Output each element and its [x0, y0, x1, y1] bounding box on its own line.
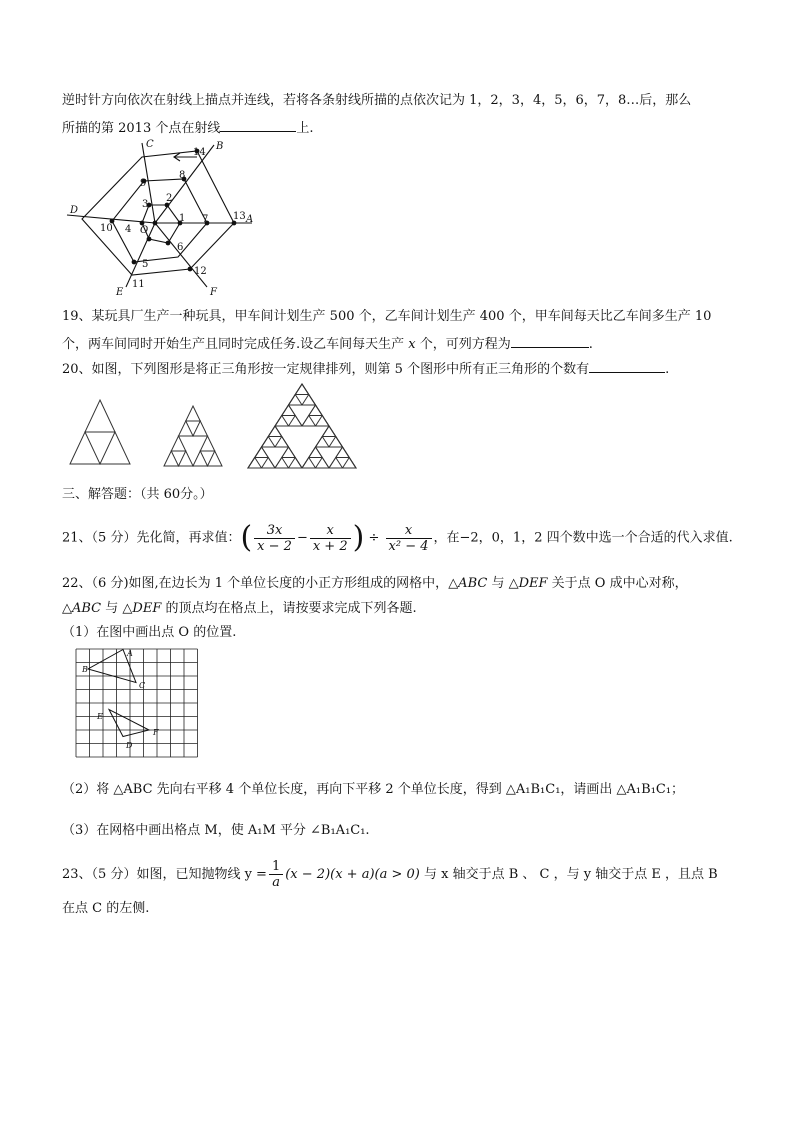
- q22-sub3: （3）在网格中画出格点 M，使 A₁M 平分 ∠B₁A₁C₁.: [62, 823, 370, 838]
- label-point-8: 8: [179, 170, 186, 181]
- q21-fraction-3: $\frac{x}{\text{x² − 4}}$: [386, 523, 432, 554]
- q21-divide: ÷: [368, 530, 380, 546]
- grid-label-e: E: [97, 712, 103, 721]
- label-ray-e: E: [116, 287, 124, 298]
- q19-text-line2: [62, 333, 593, 354]
- q23-line1-post: 与 x 轴交于点 B 、 C ，与 y 轴交于点 E ，且点 B: [419, 867, 718, 882]
- q21-minus: −: [296, 530, 308, 546]
- q22-sub1: （1）在图中画出点 O 的位置.: [62, 625, 237, 640]
- q20-text-pre: 20、如图，下列图形是将正三角形按一定规律排列，则第 5 个图形中所有正三角形的个数有: [62, 362, 590, 377]
- q21-fraction-1: $\frac{3x}{x - 2}$: [254, 523, 295, 554]
- grid-label-a: A: [127, 649, 133, 658]
- q22-sub2-post: ，请画出 △A₁B₁C₁；: [560, 782, 685, 797]
- q20-triangle-figure-2: [162, 404, 224, 468]
- q22-line2-post: 的顶点均在格点上，请按要求完成下列各题.: [161, 601, 417, 616]
- answer-blank-q20[interactable]: [589, 358, 665, 373]
- q20-triangle-figure-1: [68, 398, 132, 466]
- answer-blank-q18[interactable]: [220, 117, 296, 132]
- label-ray-d: D: [70, 205, 79, 216]
- grid-label-c: C: [139, 681, 146, 690]
- hexagon-outer: [82, 151, 234, 275]
- label-point-11: 11: [132, 279, 145, 290]
- label-point-12: 12: [194, 266, 207, 277]
- q22-line1-pre: 22、（6 分)如图,在边长为 1 个单位长度的小正方形组成的网格中，: [62, 576, 449, 591]
- label-point-2: 2: [166, 193, 173, 204]
- q18-line2-pre: 所描的第 2013 个点在射线: [62, 121, 221, 136]
- q20-triangle-figure-3: [246, 382, 358, 470]
- q22-sub2-mid: ₁B₁C₁: [525, 782, 561, 797]
- label-point-5: 5: [142, 259, 149, 270]
- grid-label-b: B: [82, 665, 88, 674]
- q19-line2-mid: 个，可列方程为: [419, 337, 511, 352]
- q23-expression: (x − 2)(x + a)(a > 0): [285, 867, 420, 882]
- label-point-7: 7: [202, 214, 209, 225]
- q23-text-line2: 在点 C 的左侧.: [62, 901, 150, 916]
- q20-text-post: .: [665, 362, 670, 377]
- q21-fraction-2: $\frac{x}{x + 2}$: [310, 523, 351, 554]
- q22-def-2: △DEF: [122, 601, 162, 616]
- q21-pre: 21、（5 分）先化简，再求值：: [62, 530, 241, 546]
- grid-label-f: F: [153, 728, 159, 737]
- q19-variable: x: [408, 337, 416, 352]
- label-origin-o: O: [140, 225, 149, 236]
- label-point-6: 6: [177, 242, 184, 253]
- section-3-title: 三、解答题：（共 60分。）: [62, 487, 213, 502]
- q23-fraction: $\frac{1}{a}$: [269, 859, 283, 890]
- grid-label-d: D: [126, 741, 133, 750]
- label-point-14: 14: [193, 147, 206, 158]
- q22-abc-2: △ABC: [62, 601, 102, 616]
- q22-sub2: [62, 781, 684, 799]
- label-point-3: 3: [142, 199, 149, 210]
- q22-line1-post: 关于点 O 成中心对称，: [547, 576, 688, 591]
- q18-text-line1: 逆时针方向依次在射线上描点并连线，若将各条射线所描的点依次记为 1，2，3，4，5，6，7，8…后，那么: [62, 93, 692, 108]
- q23-line1-pre: 23、（5 分）如图，已知抛物线 y =: [62, 867, 267, 882]
- q19-line2-post: .: [588, 337, 593, 352]
- q22-text-line1: [62, 575, 688, 593]
- q19-text-line1: 19、某玩具厂生产一种玩具，甲车间计划生产 500 个，乙车间计划生产 400 个，甲车间每天比乙车间多生产 10: [62, 309, 712, 324]
- label-ray-f: F: [210, 287, 217, 298]
- label-point-1: 1: [179, 213, 186, 224]
- label-point-10: 10: [100, 223, 113, 234]
- q21-text: 21、（5 分）先化简，再求值：( $\frac{3x}{x - 2}$ − $\frac{x}{x + 2}$ ) ÷ $\frac{x}{\text{x² − 4}}$ ，在−2，0，1，2 四个数中选一个合适的代入求值.: [62, 520, 733, 555]
- label-point-4: 4: [125, 224, 132, 235]
- label-ray-b: B: [216, 141, 224, 152]
- q22-line1-mid: 与: [487, 576, 509, 591]
- q22-text-line2: [62, 600, 417, 618]
- q23-text-line1: [62, 858, 718, 892]
- label-point-9: 9: [140, 178, 147, 189]
- answer-blank-q19[interactable]: [511, 333, 589, 348]
- q22-grid-figure: [75, 648, 201, 760]
- label-ray-c: C: [146, 139, 154, 150]
- q22-abc: △ABC: [448, 576, 488, 591]
- q22-line2-mid: 与: [101, 601, 123, 616]
- q20-text: [62, 358, 669, 379]
- q18-line2-post: 上.: [296, 121, 314, 136]
- q22-def: △DEF: [508, 576, 548, 591]
- q18-ray-figure: [62, 135, 272, 303]
- label-ray-a: A: [246, 214, 254, 225]
- q22-sub2-pre: （2）将 △ABC 先向右平移 4 个单位长度，再向下平移 2 个单位长度，得到 △A: [62, 782, 526, 797]
- label-point-13: 13: [233, 211, 246, 222]
- q21-post: ，在−2，0，1，2 四个数中选一个合适的代入求值.: [433, 530, 733, 546]
- triangle-def: [109, 710, 149, 737]
- q19-line2-pre: 个，两车间同时开始生产且同时完成任务.设乙车间每天生产: [62, 337, 405, 352]
